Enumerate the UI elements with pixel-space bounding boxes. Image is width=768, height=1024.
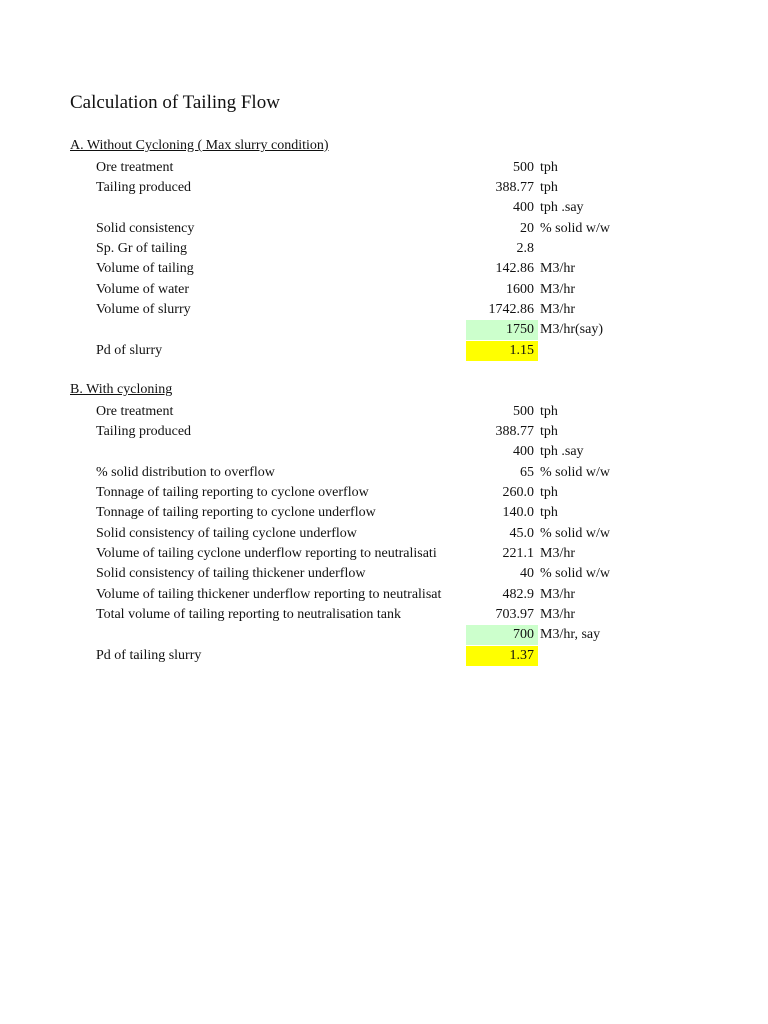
section-a-row	[0, 341, 768, 361]
row-unit: tph	[540, 180, 558, 195]
row-value: 482.9	[502, 587, 534, 602]
section-b-row	[0, 585, 768, 605]
section-b-row	[0, 564, 768, 584]
row-unit: M3/hr	[540, 261, 575, 276]
row-value-highlighted: 1750	[466, 320, 538, 340]
row-value: 400	[513, 200, 534, 215]
section-b-row	[0, 442, 768, 462]
row-unit: M3/hr	[540, 607, 575, 622]
row-unit: tph	[540, 404, 558, 419]
row-label: Volume of tailing	[96, 261, 194, 276]
row-unit: tph	[540, 485, 558, 500]
row-label: % solid distribution to overflow	[96, 465, 275, 480]
page-title: Calculation of Tailing Flow	[70, 92, 280, 113]
section-a-row	[0, 320, 768, 340]
row-unit: tph .say	[540, 200, 584, 215]
section-b-heading: B. With cycloning	[70, 382, 173, 397]
section-a-row	[0, 219, 768, 239]
section-a-row	[0, 158, 768, 178]
row-value: 260.0	[502, 485, 534, 500]
row-unit: M3/hr	[540, 302, 575, 317]
row-unit: tph .say	[540, 444, 584, 459]
row-label: Solid consistency of tailing cyclone underflow	[96, 526, 357, 541]
section-b-row	[0, 483, 768, 503]
row-unit: tph	[540, 424, 558, 439]
row-unit: % solid w/w	[540, 465, 610, 480]
row-unit: M3/hr	[540, 546, 575, 561]
section-b-row	[0, 463, 768, 483]
section-a-row	[0, 259, 768, 279]
row-unit: M3/hr(say)	[540, 322, 603, 337]
row-unit: tph	[540, 160, 558, 175]
section-b-row	[0, 422, 768, 442]
row-value-highlighted: 1.15	[466, 341, 538, 361]
section-a-row	[0, 198, 768, 218]
section-b-row	[0, 625, 768, 645]
row-unit: % solid w/w	[540, 221, 610, 236]
row-value: 388.77	[495, 180, 534, 195]
row-label: Tailing produced	[96, 180, 192, 195]
section-b-row	[0, 503, 768, 523]
row-unit: % solid w/w	[540, 526, 610, 541]
row-label: Sp. Gr of tailing	[96, 241, 187, 256]
row-value: 400	[513, 444, 534, 459]
row-unit: M3/hr	[540, 587, 575, 602]
section-a-row	[0, 239, 768, 259]
row-value: 65	[520, 465, 534, 480]
row-label: Ore treatment	[96, 160, 174, 175]
row-label: Tonnage of tailing reporting to cyclone underflow	[96, 505, 376, 520]
section-b-row	[0, 544, 768, 564]
section-b-row	[0, 402, 768, 422]
row-unit: % solid w/w	[540, 566, 610, 581]
row-label: Solid consistency of tailing thickener underflow	[96, 566, 366, 581]
row-value-highlighted: 700	[466, 625, 538, 645]
section-b-row	[0, 524, 768, 544]
section-a-row	[0, 280, 768, 300]
section-a-heading: A. Without Cycloning ( Max slurry condition)	[70, 138, 329, 153]
row-value: 142.86	[495, 261, 534, 276]
row-label: Tonnage of tailing reporting to cyclone overflow	[96, 485, 369, 500]
row-value: 388.77	[495, 424, 534, 439]
row-label: Pd of slurry	[96, 343, 163, 358]
row-value: 2.8	[516, 241, 534, 256]
row-label: Ore treatment	[96, 404, 174, 419]
row-label: Pd of tailing slurry	[96, 648, 202, 663]
row-value: 140.0	[502, 505, 534, 520]
row-value: 45.0	[509, 526, 534, 541]
row-unit: tph	[540, 505, 558, 520]
row-value: 500	[513, 404, 534, 419]
row-value: 40	[520, 566, 534, 581]
row-label: Volume of water	[96, 282, 190, 297]
row-value-highlighted: 1.37	[466, 646, 538, 666]
row-label: Solid consistency	[96, 221, 195, 236]
row-label: Total volume of tailing reporting to neutralisation tank	[96, 607, 402, 622]
row-value: 20	[520, 221, 534, 236]
row-label: Volume of tailing thickener underflow reporting to neutralisat	[96, 587, 442, 602]
row-value: 500	[513, 160, 534, 175]
row-label: Volume of tailing cyclone underflow reporting to neutralisati	[96, 546, 437, 561]
row-value: 221.1	[502, 546, 534, 561]
row-unit: M3/hr	[540, 282, 575, 297]
section-a-row	[0, 178, 768, 198]
row-label: Tailing produced	[96, 424, 192, 439]
row-unit: M3/hr, say	[540, 627, 601, 642]
section-a-row	[0, 300, 768, 320]
row-value: 1742.86	[488, 302, 534, 317]
row-value: 1600	[506, 282, 534, 297]
row-value: 703.97	[495, 607, 534, 622]
section-b-row	[0, 646, 768, 666]
section-b-row	[0, 605, 768, 625]
row-label: Volume of slurry	[96, 302, 191, 317]
